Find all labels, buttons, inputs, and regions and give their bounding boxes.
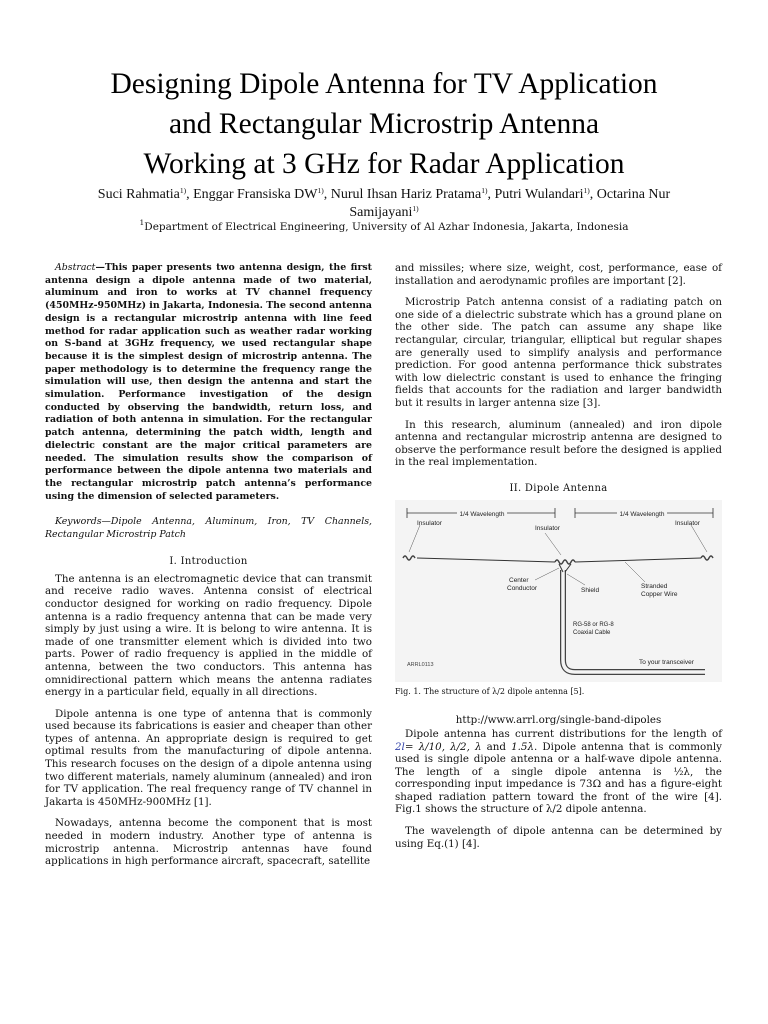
label-insulator-left: Insulator bbox=[417, 519, 442, 527]
paper-title bbox=[20, 64, 748, 184]
author-mark: 1) bbox=[481, 186, 488, 195]
section-heading-dipole: II. Dipole Antenna bbox=[509, 482, 608, 494]
caption-text: The structure of λ/2 dipole antenna [5]. bbox=[423, 686, 585, 696]
paragraph: The wavelength of dipole antenna can be determined by using Eq.(1) [4]. bbox=[395, 825, 722, 850]
section-heading-introduction: I. Introduction bbox=[169, 555, 248, 567]
author-name: Nurul Ihsan Hariz Pratama bbox=[330, 187, 482, 202]
author-mark: 1) bbox=[583, 186, 590, 195]
p3-text-a: Dipole antenna has current distributions for the length of bbox=[405, 727, 722, 740]
label-insulator-center: Insulator bbox=[535, 524, 560, 532]
author-name: Samijayani bbox=[349, 205, 413, 220]
title-line-1: Designing Dipole Antenna for TV Application bbox=[110, 68, 658, 100]
p3-lambda-last: 1.5λ bbox=[511, 740, 535, 753]
paragraph: Nowadays, antenna become the component that is most needed in modern industry. Another type of antenna is microstrip antenna. Microstrip antennas have found applications in high performance aircraft, spacecraft, satellite bbox=[45, 817, 372, 868]
wavelength-label-right: 1/4 Wavelength bbox=[619, 510, 665, 518]
paragraph bbox=[395, 728, 722, 816]
affiliation bbox=[40, 218, 728, 233]
p3-and: and bbox=[481, 740, 512, 753]
caption-lead: Fig. 1. bbox=[395, 686, 421, 696]
dipole-figure bbox=[395, 500, 722, 682]
label-shield: Shield bbox=[581, 586, 600, 594]
abstract-lead: Abstract bbox=[55, 262, 96, 273]
author-name: Octarina Nur bbox=[596, 187, 671, 202]
figure-caption bbox=[395, 686, 722, 696]
paragraph: In this research, aluminum (annealed) and iron dipole antenna and rectangular microstrip antenna are designed to observe the performance result before the designed is applied in the real implementation. bbox=[395, 418, 722, 469]
author-mark: 1) bbox=[412, 204, 419, 213]
title-line-2: and Rectangular Microstrip Antenna bbox=[168, 108, 600, 140]
wavelength-label-left: 1/4 Wavelength bbox=[459, 510, 505, 518]
paragraph: Dipole antenna is one type of antenna that is commonly used because its fabrications is easier and cheaper than other types of antenna. An appropriate design is required to get optimal results from the manufacturing of dipole antenna. This research focuses on the design of a dipole antenna using two different materials, namely aluminum (annealed) and iron for TV application. The real frequency range of TV channel in Jakarta is 450MHz-900MHz [1]. bbox=[45, 707, 372, 808]
figure-source-url[interactable]: http://www.arrl.org/single-band-dipoles bbox=[455, 713, 662, 726]
paragraph: Microstrip Patch antenna consist of a radiating patch on one side of a dielectric substrate which has a ground plane on the other side. The patch can assume any shape like rectangular, circular, triangular, elliptical but regular shapes are generally used to simplify analysis and performance prediction. For good antenna performance thick substrates with low dielectric constant is used to enhance the fringing fields that accounts for the radiation and larger bandwidth but it results in larger antenna size [3]. bbox=[395, 296, 722, 409]
author-name: Suci Rahmatia bbox=[97, 187, 180, 202]
affiliation-text: Department of Electrical Engineering, University of Al Azhar Indonesia, Jakarta, Indonesia bbox=[144, 221, 629, 233]
label-transceiver: To your transceiver bbox=[639, 658, 694, 666]
right-column bbox=[395, 262, 722, 859]
p3-text-e: . Dipole antenna that is commonly used is single dipole antenna or a half-wave dipole antenna. The length of a single dipole antenna is ½λ, the corresponding input impedance is 73Ω and has a figure-eight shaped radiation pattern toward the front of the wire [4]. Fig.1 shows the structure of λ/2 dipole antenna. bbox=[395, 740, 722, 816]
keywords: Keywords—Dipole Antenna, Aluminum, Iron, TV Channels, Rectangular Microstrip Patch bbox=[45, 516, 372, 541]
p3-length-symbol: 2l bbox=[395, 740, 405, 753]
label-stranded-wire: Stranded Copper Wire bbox=[641, 582, 678, 598]
author-name: Putri Wulandari bbox=[494, 187, 584, 202]
affiliation-mark: 1 bbox=[139, 218, 145, 227]
label-center-conductor: Center Conductor bbox=[507, 576, 537, 592]
label-insulator-right: Insulator bbox=[675, 519, 700, 527]
title-line-3: Working at 3 GHz for Radar Application bbox=[143, 148, 625, 180]
author-mark: 1) bbox=[317, 186, 324, 195]
abstract-text: —This paper presents two antenna design, the first antenna design a dipole antenna made of two material, aluminum and iron to works at TV channel frequency (450MHz-950MHz) in Jakarta, Indonesia. The second antenna design is a rectangular microstrip antenna with line feed method for radar application such as weather radar working on S-band at 3GHz frequency, we used rectangular shape because it is the simplest design of microstrip antenna. The paper methodology is to determine the frequency range the simulation will use, then design the antenna and start the simulation. Performance investigation of the design conducted by observing the bandwidth, return loss, and radiation of both antenna in simulation. For the rectangular patch antenna, determining the patch width, length and dielectric constant are the major critical parameters are needed. The simulation results show the comparison of performance between the dipole antenna two materials and the rectangular microstrip patch antenna’s performance using the dimension of selected parameters. bbox=[45, 262, 372, 502]
p3-lambda-values: = λ/10, λ/2, λ bbox=[404, 740, 482, 753]
dipole-diagram bbox=[395, 500, 722, 682]
label-coax: RG-58 or RG-8 Coaxial Cable bbox=[573, 621, 614, 636]
label-code: ARRL0113 bbox=[407, 661, 434, 668]
paragraph: and missiles; where size, weight, cost, performance, ease of installation and aerodynamic profiles are important [2]. bbox=[395, 262, 722, 287]
abstract bbox=[45, 262, 372, 503]
author-name: Enggar Fransiska DW bbox=[193, 187, 318, 202]
paragraph: The antenna is an electromagnetic device that can transmit and receive radio waves. Antenna consist of electrical conductor designed for working on radio frequency. Dipole antenna is a radio frequency antenna that can be made very simply by just using a wire. It is belong to wire antenna. It is made of one transmitter element which is divided into two parts. Power of radio frequency is applied in the middle of antenna, between the two conductors. This antenna has omnidirectional pattern which means the antenna radiates energy in a particular field, equally in all directions. bbox=[45, 572, 372, 699]
author-mark: 1) bbox=[179, 186, 187, 195]
author-list: Suci Rahmatia$^{1)}$, Enggar Fransiska DW$^{1)}$, Nurul Ihsan Hariz Pratama$^{1)}$, Putri Wulandari$^{1)}$, Octarina Nur Samijayani$^{1)}$ bbox=[97, 186, 671, 220]
left-column bbox=[45, 262, 372, 877]
